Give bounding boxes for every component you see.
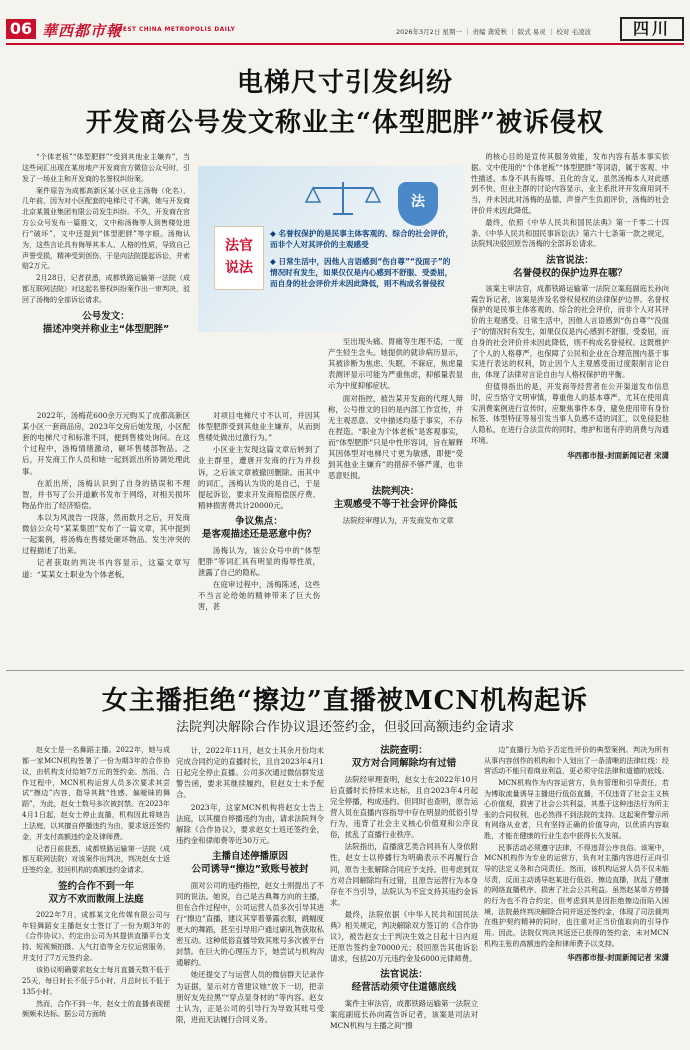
body-paragraph: 2023年，这家MCN机构将赵女士告上法庭，以其擅自停播违约为由，请求法院判令解除《合作协议》，要求赵女士返还签约金，违约金和律师费等近30万元。 [176,802,324,845]
article1-title-line1: 电梯尺寸引发纠纷 [236,68,453,98]
article2-column-1 [22,745,170,1021]
subheading-line: 法院判决： [371,486,420,498]
body-paragraph: 但值得指出的是，开发商等经营者在公开渠道发布信息时，应当恪守文明审慎，尊重他人的基本尊严。尤其在使用真实消费案例进行宣传时，应聚焦事件本身，避免使用带有身份标签、体型特征等易引发当事人负感不适的词汇，以免侵犯他人隐私，在进行合法宣传的同时，维护和谐有序的消费与沟通环境。 [471,381,669,445]
newspaper-logo-en: WEST CHINA METROPOLIS DAILY [116,27,236,33]
article2-title: 女主播拒绝“擦边”直播被MCN机构起诉 [101,686,589,716]
body-paragraph: 法院指出，直播演艺类合同具有人身依附性，赵女士以停播行为明确表示不再履行合同，原告主张解除合同应予支持。但考虑到双方对合同解除均有过错，且原告运营行为本身存在不当引导，法院认为不宜支持其违约金诉求。 [330,842,478,907]
judge-says-label [214,226,264,290]
body-paragraph: 汤梅认为，该公众号中的“体型肥胖”等词汇具有明显的侮辱性质，泄露了自己的隐私。 [198,545,320,577]
subheading-line: 名誉侵权的保护边界在哪？ [512,267,627,279]
body-paragraph: 面对公司的违约指控，赵女士则提出了不同的说法。她说，自己是古典舞方向的主播，但在合作过程中，公司运营人员多次引导其进行“擦边”直播，建议其穿着暴露衣服，跳幅度更大的舞蹈，甚至引导用户通过刷礼物获取私密互动。这种低俗直播导致其账号多次被平台封禁。在巨大的心理压力下，她尝试与机构沟通解约。 [176,880,324,968]
article1-column-2 [198,410,320,613]
subheading-line: 公司诱导“擦边”致账号被封 [191,863,309,875]
body-paragraph: 面对指控，被告某开发商的代理人辩称，公号推文的目的是内部工作宣传，并无主观恶意。文中描述均基于事实，不存在捏造。“职业为个体老板”是客观事实，而“体型肥胖”只是中性形容词，旨在解释其因体型对电梯尺寸更为敏感，即便“受到其他业主嫌弃”的措辞不够严谨，也非恶意贬损。 [328,393,463,481]
article2-column-3 [330,745,478,1032]
article2-column-4 [484,745,669,963]
article1-subheading-2 [198,516,320,542]
subheading-line: 双方对合同解除均有过错 [351,757,457,769]
article1-lead-paragraph: 案件原告为成都高新区某小区业主汤梅（化名），几年前，因为对小区配套的电梯尺寸不满，她与开发商北京某置业集团有限公司发生纠纷。不久，开发商在官方公众号发布一篇推文，文中称汤梅等人到售楼处进行“破坏”，文中还提到“体型肥胖”等字眼。汤梅认为，这些言论具有侮辱其本人、人格的性质，导致自己声誉受损，精神受到创伤，于是向法院提起诉讼，并索赔2万元。 [22,186,190,271]
article2-byline: 华西都市报-封面新闻记者 宋潇 [567,953,669,963]
body-paragraph: MCN机构作为内容运营方，负有管理和引导责任，若为博取流量诱导主播进行低俗直播，不仅违背了社会主义核心价值观，损害了社会公共利益，其基于这种违法行为所主张的合同权利，也必然得不到法院的支持。这起案件警示所有网络从业者，只有坚持正确的价值导向，以优质内容取胜，才能在健康的行业生态中获得长久发展。 [484,777,669,841]
body-paragraph: 2022年7月，成都某文化传媒有限公司与年轻舞蹈女主播赵女士签订了一份为期3年的《合作协议》，约定由公司为其提供直播平台支持、短视频拍摄、人气打造等全方位运营服务，并支付了7万元签约金。 [22,910,170,963]
judge-says-label-line: 法官 [225,238,253,254]
article2-column-2 [176,745,324,1026]
article2-subheading-a [22,881,170,907]
body-paragraph: 小区业主发现这篇文章后转到了业主群里，遭唐开发商的行为并投诉，之后该文章被撤回删除。而其中的词汇，汤梅认为说的是自己，于是提起诉讼，要求开发商赔偿医疗费、精神损害费共计20000元。 [198,445,320,510]
subheading-line: 法院查明： [380,745,428,756]
body-paragraph: 法院经审理查明，赵女士在2022年10月后直播时长持续未达标，且自2023年4月起完全停播，构成违约。但同时也查明，原告运营人员在直播内容指导中存在明显的低俗引导行为，违背了社会主义核心价值观和公序良俗，扰乱了直播行业秩序。 [330,774,478,840]
body-paragraph: 最终，依照《中华人民共和国民法典》第一千零二十四条、《中华人民共和国民事诉讼法》第六十七条第一款之规定，法院判决驳回原告汤梅的全部诉讼请求。 [471,217,669,249]
page-header [0,0,690,42]
article1-lead-paragraph: 2月28日，记者获悉，成都铁路运输第一法院（成都互联网法院）对这起名誉权纠纷案作出一审判决，驳回了汤梅的全部诉讼请求。 [22,274,190,304]
article2-subheading-c [330,745,478,771]
body-paragraph: 案件主审法官，成都铁路运输第一法院立案庭副庭长孙向霞告诉记者，该案是司法对MCN机构与主播之间“擦 [330,999,478,1031]
article1-column-3 [328,336,463,527]
article2-subtitle: 法院判决解除合作协议退还签约金，但驳回高额违约金请求 [175,720,514,735]
subheading-line: 经营活动须守住道德底线 [351,982,457,994]
header-rule [6,43,684,45]
judge-says-label-line: 说法 [225,260,253,276]
body-paragraph: 至出现头痛、胃痛等生理不适，一度产生轻生念头。她提供的就诊病历显示，其被诊断为焦虑、失眠、不寐症，焦虑量表测评显示可能为严重焦虑，抑郁量表显示为中度抑郁症状。 [328,337,463,391]
body-paragraph: 该案主审法官，成都铁路运输第一法院立案庭副庭长孙向霞告诉记者，该案是涉及名誉权侵权的法律保护边界。名誉权保护的是民事主体客观的、综合的社会评价，而非个人对其评价的主观感受。日常生活中，因他人言语感到“伤自尊”“没面子”的情况时有发生，如果仅仅是内心感到不舒服、受委屈，而自身的社会评价并未因此降低，则不构成名誉侵权。这既维护了个人的人格尊严，也保障了公民和企业在合理范围内基于事实进行表达的权利，防止因个人主观感受而过度限制言论自由，体现了法律对言论自由与人格权保护的平衡。 [471,283,669,380]
body-paragraph: 法院经审理认为，开发商发布文章 [342,516,454,526]
judge-point: ◆ 名誉权保护的是民事主体客观的、综合的社会评价，而非个人对其评价的主观感受 [270,229,454,249]
body-paragraph: 民事活动必须遵守法律，不得违背公序良俗。该案中，MCN机构作为专业的运营方，负有对主播内容进行正向引导的法定义务和合同责任。然而，该机构运营人员不仅未能尽责，反而主动诱导赵某进行低俗、擦边直播，扰乱了健康的网络直播秩序，损害了社会公共利益。虽然赵某单方停播的行为也不符合约定，但考虑到其是因拒绝擦边而陷入困境，法院最终判决解除合同并返还签约金，体现了司法裁判在维护契约精神的同时，也注重对正当价值取向的引导作用。因此，法院仅判决其返还已获得的签约金，未对MCN机构主张的高额违约金和律师费予以支持。 [484,842,669,948]
article1-subheading-1 [22,311,190,337]
article1-byline: 华西都市报-封面新闻记者 宋潇 [567,450,669,460]
article2-lead-paragraph: 赵女士是一名舞蹈主播。2022年，她与成都一家MCN机构签署了一份为期3年的合作协议，由机构支付给她7万元的签约金。然而，合作过程中，MCN机构运营人员多次要求其尝试“擦边”内容，指导其跳“性感、偏暧昧的舞蹈”，为此，赵女士数号多次被封禁。在2023年4月1日起，赵女士停止直播，机构因此将她告上法庭，以其擅自停播违约为由，要求返还签约金，并支付高额违约金及律师费。 [22,746,170,841]
dateline: 2026年3月2日 星期一 ｜ 责编 龚爱秋 ｜ 版式 易灵 ｜ 校对 毛凌波 [396,28,591,36]
body-paragraph: 计，2022年11月，赵女士其余月份均未完成合同约定的直播时长，且自2023年4月1日起完全停止直播。公司多次通过微信群发送警告函，要求其继续履约，但赵女士未予配合。 [176,746,324,800]
body-paragraph: 本以为风波告一段落，然而数月之后，开发商微信公众号“某某集团”发布了一篇文章，其中提到一起案例，将汤梅在售楼处砸坏物品、发生冲突的过程描述了出来。 [22,512,190,556]
body-paragraph: 2022年，汤梅花600余万元购买了成都高新区某小区一套商品房，2023年交房后她发现，小区配套的电梯尺寸和标准不同，便到售楼处询问。在这个过程中，汤梅情绪激动，砸坏售楼部物品。之后，开发商工作人员和她一起到派出所协调处理此事。 [22,411,190,476]
article1-column-4 [471,152,669,461]
subheading-line: 签约合作不到一年 [57,881,134,893]
subheading-line: 描述冲突并称业主“体型肥胖” [42,323,170,335]
body-paragraph: 最终，法院依据《中华人民共和国民法典》相关规定，判决解除双方签订的《合作协议》，被告赵女士于判决生效之日起十日内返还原告签约金70000元；驳回原告其他诉讼请求，包括20万元违约金及6000元律师费。 [330,909,478,964]
article1-lead-paragraph: “个体老板”“体型肥胖”“受到其他业主嫌弃”，当这些词汇出现在某房地产开发商官方微信公众号时，引发了一场业主和开发商的名誉权纠纷案。 [22,153,190,183]
subheading-line: 主播自述停播原因 [211,850,288,862]
subheading-line: 争议焦点： [235,515,283,527]
body-paragraph: 的核心目的是宣传其服务效能，发布内容有基本事实依据。文中使用的“个体老板”“体型肥胖”等词语，属于客观、中性描述，本身不具有侮辱、丑化的含义。虽然汤梅本人对此感到不快，但业主群的讨论内容显示，业主系批评开发商用词不当，并未因此对汤梅的品德、声誉产生负面评价，汤梅的社会评价并未因此降低。 [471,152,669,215]
scales-of-justice-icon [298,178,388,218]
article2-subheading-d [330,969,478,995]
subheading-line: 主观感受不等于社会评价降低 [333,499,458,511]
body-paragraph: 然而，合作不到一年，赵女士的直播表现便频频未达标。据公司方面统 [22,999,170,1019]
judge-says-box [198,166,463,332]
subheading-line: 法官说法： [380,969,428,981]
body-paragraph: 该协议明确要求赵女士每月直播天数不低于25天，每日时长不低于5小时，月总时长不低于135小时。 [22,965,170,996]
body-paragraph: 记者获取的判决书内容显示，这篇文章写道：“某某女士职业为个体老板， [22,558,190,579]
article1-subheading-3 [328,486,463,512]
body-paragraph: 在庭审过程中，汤梅陈述，这些不当言论给她的精神带来了巨大伤害，甚 [198,579,320,612]
article-divider [6,670,684,671]
section-label: 四川 [620,17,684,41]
judge-says-points [270,228,456,295]
newspaper-logo: 華西都市報 [42,22,123,40]
body-paragraph: 在派出所，汤梅认识到了自身的错误和不理智，并书写了公开道歉书发布于网络，对相关损坏物品作出了经济赔偿。 [22,478,190,510]
subheading-line: 是客观描述还是恶意中伤？ [201,528,316,540]
subheading-line: 公号发文： [82,310,130,322]
body-paragraph: 边”直播行为给予否定性评价的典型案例。判决为所有从事内容创作的机构和个人划出了一条清晰的法律红线：经营活动不能只看商业利益，更必须守住法律和道德的底线。 [484,745,669,776]
article1-column-1b [22,410,190,581]
article1-title-line2: 开发商公号发文称业主“体型肥胖”被诉侵权 [86,108,604,138]
body-paragraph: 她还提交了与运营人员的微信群天记录作为证据，显示对方曾建议她“放下一切，把亲朋好友先拉黑”“穿点显身材的”等内容。赵女士认为，正是公司的引导行为导致其账号受限，进而无法履行合同义务。 [176,970,324,1024]
article1-subheading-4 [471,255,669,281]
article2-subheading-b [176,851,324,877]
body-paragraph: 对项目电梯尺寸不认可，并因其体型肥胖受到其他业主嫌弃，从而到售楼处做出过激行为。” [198,411,320,443]
subheading-line: 双方不欢而散闹上法庭 [48,893,144,905]
law-shield-icon: 法 [398,182,438,226]
subheading-line: 法官说法： [546,255,594,267]
page-number: 06 [6,19,36,39]
article2-lead-paragraph: 记者日前获悉，成都铁路运输第一法院（成都互联网法院）对该案作出判决，判决赵女士返还签约金，驳回机构的高额违约金请求。 [22,844,170,875]
judge-point: ◆ 日常生活中，因他人言语感到“伤自尊”“没面子”的情况时有发生，如果仅仅是内心感到不舒服、受委屈，而自身的社会评价并未因此降低，则不构成名誉侵权 [270,257,453,288]
article1-column-1 [22,152,190,339]
